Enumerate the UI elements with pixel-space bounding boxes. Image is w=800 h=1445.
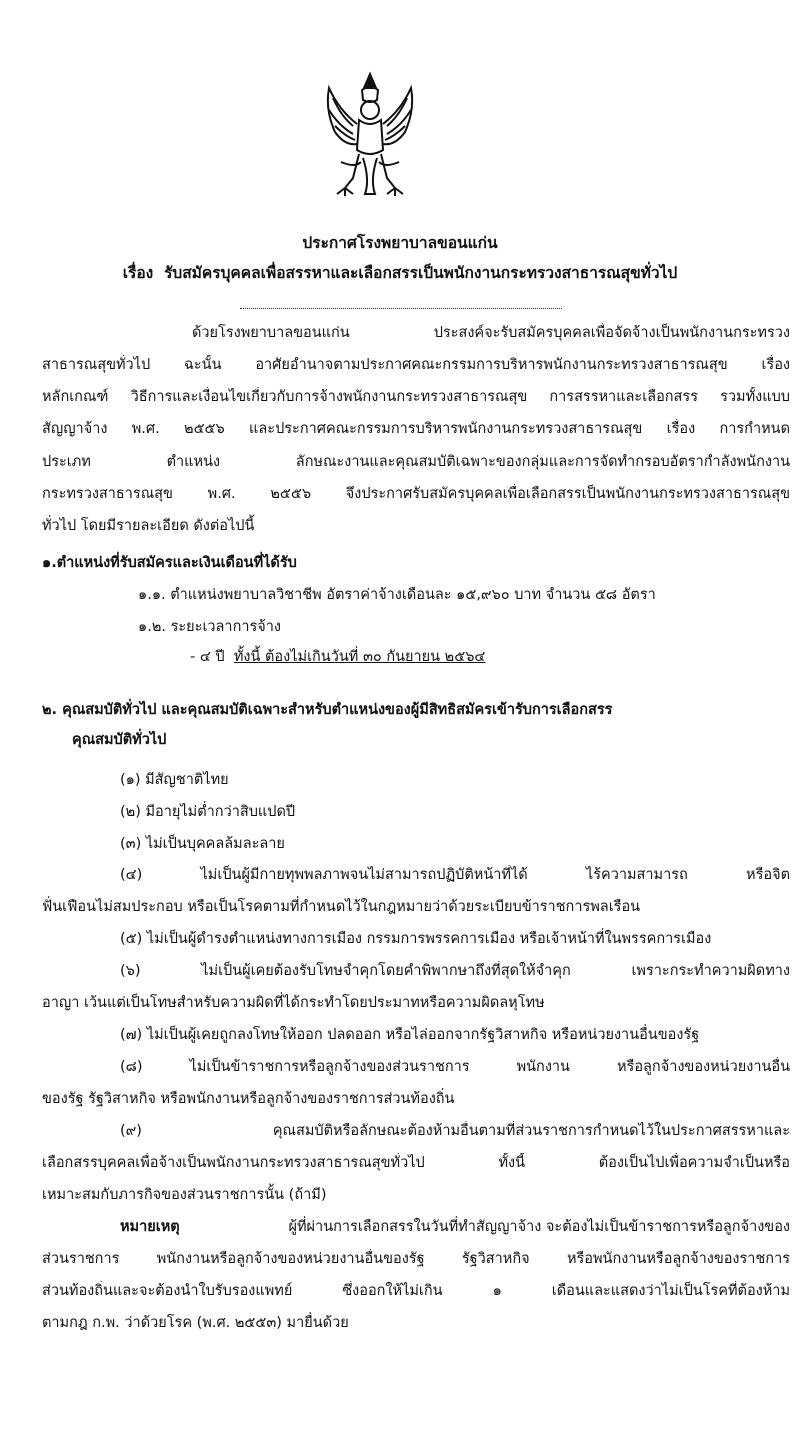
subject-text: รับสมัครบุคคลเพื่อสรรหาและเลือกสรรเป็นพนักงานกระทรวงสาธารณสุขทั่วไป [164, 264, 678, 282]
qualification-item: (๔) ไม่เป็นผู้มีกายทุพพลภาพจนไม่สามารถปฏิบัติหน้าที่ได้ ไร้ความสามารถ หรือจิต [120, 867, 790, 883]
qualification-item-cont: ฟั่นเฟือนไม่สมประกอบ หรือเป็นโรคตามที่กำหนดไว้ในกฎหมายว่าด้วยระเบียบข้าราชการพลเรือน [42, 899, 641, 915]
intro-line-7: ทั่วไป โดยมีรายละเอียด ดังต่อไปนี้ [42, 518, 255, 534]
duration-note: ทั้งนี้ ต้องไม่เกินวันที่ ๓๐ กันยายน ๒๕๖๔ [233, 649, 486, 665]
qualification-item: (๗) ไม่เป็นผู้เคยถูกลงโทษให้ออก ปลดออก หรือไล่ออกจากรัฐวิสาหกิจ หรือหน่วยงานอื่นของรัฐ [120, 1027, 700, 1043]
announcement-title: ประกาศโรงพยาบาลขอนแก่น [302, 234, 498, 252]
section1-heading: ๑.ตำแหน่งที่รับสมัครและเงินเดือนที่ได้รับ [42, 555, 297, 571]
note-line-1 [120, 1217, 790, 1237]
intro-line-1: ด้วยโรงพยาบาลขอนแก่น ประสงค์จะรับสมัครบุคคลเพื่อจัดจ้างเป็นพนักงานกระทรวง [192, 325, 790, 341]
note-line-2: ส่วนราชการ พนักงานหรือลูกจ้างของหน่วยงานอื่นของรัฐ รัฐวิสาหกิจ หรือพนักงานหรือลูกจ้างของราชการ [42, 1251, 790, 1267]
subject-label: เรื่อง [122, 264, 154, 282]
section2-heading: ๒. คุณสมบัติทั่วไป และคุณสมบัติเฉพาะสำหรับตำแหน่งของผู้มีสิทธิสมัครเข้ารับการเลือกสรร [42, 702, 613, 718]
qualification-item: (๕) ไม่เป็นผู้ดำรงตำแหน่งทางการเมือง กรรมการพรรคการเมือง หรือเจ้าหน้าที่ในพรรคการเมือง [120, 931, 712, 947]
section2-subheading: คุณสมบัติทั่วไป [72, 732, 167, 748]
intro-line-5: ประเภท ตำแหน่ง ลักษณะงานและคุณสมบัติเฉพาะของกลุ่มและการจัดทำกรอบอัตรากำลังพนักงาน [42, 454, 790, 470]
note-label: หมายเหตุ [120, 1219, 180, 1235]
note-text-1: ผู้ที่ผ่านการเลือกสรรในวันที่ทำสัญญาจ้าง จะต้องไม่เป็นข้าราชการหรือลูกจ้างของ [288, 1219, 790, 1235]
section1-item-2: ๑.๒. ระยะเวลาการจ้าง [138, 619, 282, 635]
qualification-item: (๘) ไม่เป็นข้าราชการหรือลูกจ้างของส่วนราชการ พนักงาน หรือลูกจ้างของหน่วยงานอื่น [120, 1059, 790, 1075]
qualification-item-cont: เหมาะสมกับภารกิจของส่วนราชการนั้น (ถ้ามี) [42, 1187, 327, 1203]
qualification-item-cont: เลือกสรรบุคคลเพื่อจ้างเป็นพนักงานกระทรวงสาธารณสุขทั่วไป ทั้งนี้ ต้องเป็นไปเพื่อความจำเป็นหรือ [42, 1155, 790, 1171]
section1-item-1: ๑.๑. ตำแหน่งพยาบาลวิชาชีพ อัตราค่าจ้างเดือนละ ๑๕,๙๖๐ บาท จำนวน ๕๘ อัตรา [138, 587, 656, 603]
title-divider [240, 308, 562, 309]
note-line-3: ส่วนท้องถิ่นและจะต้องนำใบรับรองแพทย์ ซึ่งออกให้ไม่เกิน ๑ เดือนและแสดงว่าไม่เป็นโรคที่ต้องห้าม [42, 1283, 790, 1299]
intro-line-6: กระทรวงสาธารณสุข พ.ศ. ๒๕๕๖ จึงประกาศรับสมัครบุคคลเพื่อเลือกสรรเป็นพนักงานกระทรวงสาธารณสุข [42, 486, 790, 502]
qualification-item-cont: ของรัฐ รัฐวิสาหกิจ หรือพนักงานหรือลูกจ้างของราชการส่วนท้องถิ่น [42, 1091, 455, 1107]
section1-duration [190, 647, 485, 667]
intro-line-2: สาธารณสุขทั่วไป ฉะนั้น อาศัยอำนาจตามประกาศคณะกรรมการบริหารพนักงานกระทรวงสาธารณสุข เรื่อง [42, 357, 790, 373]
qualification-item-cont: อาญา เว้นแต่เป็นโทษสำหรับความผิดที่ได้กระทำโดยประมาทหรือความผิดลหุโทษ [42, 995, 545, 1011]
qualification-item: (๒) มีอายุไม่ต่ำกว่าสิบแปดปี [120, 804, 296, 820]
qualification-item: (๑) มีสัญชาติไทย [120, 772, 229, 788]
duration-prefix: - ๔ ปี [190, 649, 225, 665]
intro-line-4: สัญญาจ้าง พ.ศ. ๒๕๕๖ และประกาศคณะกรรมการบริหารพนักงานกระทรวงสาธารณสุข เรื่อง การกำหนด [42, 421, 790, 437]
announcement-subject [0, 260, 800, 285]
qualification-item: (๖) ไม่เป็นผู้เคยต้องรับโทษจำคุกโดยคำพิพากษาถึงที่สุดให้จำคุก เพราะกระทำความผิดทาง [120, 963, 790, 979]
qualification-item: (๙) คุณสมบัติหรือลักษณะต้องห้ามอื่นตามที่ส่วนราชการกำหนดไว้ในประกาศสรรหาและ [120, 1123, 790, 1139]
intro-line-3: หลักเกณฑ์ วิธีการและเงื่อนไขเกี่ยวกับการจ้างพนักงานกระทรวงสาธารณสุข การสรรหาและเลือกสรร รวมทั้งแบบ [42, 389, 790, 405]
note-line-4: ตามกฎ ก.พ. ว่าด้วยโรค (พ.ศ. ๒๕๕๓) มายื่นด้วย [42, 1315, 349, 1331]
garuda-emblem [315, 70, 425, 205]
qualification-item: (๓) ไม่เป็นบุคคลล้มละลาย [120, 836, 285, 852]
